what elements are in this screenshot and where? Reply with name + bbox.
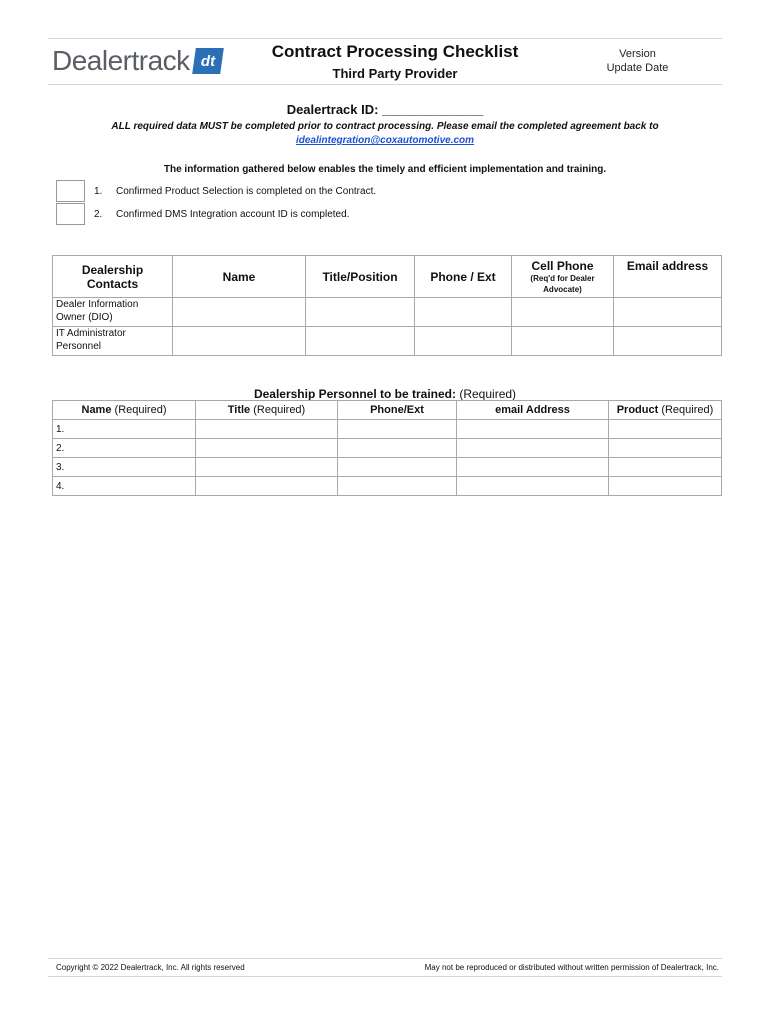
input-cell[interactable] bbox=[609, 439, 722, 458]
table-row bbox=[53, 327, 722, 356]
input-cell[interactable] bbox=[457, 439, 609, 458]
footer-copyright: Copyright © 2022 Dealertrack, Inc. All rights reserved bbox=[56, 963, 245, 972]
footer-bottom-rule bbox=[48, 976, 722, 977]
col-name bbox=[53, 401, 196, 420]
table-row bbox=[53, 477, 722, 496]
col-dealership-contacts: Dealership Contacts bbox=[53, 256, 173, 298]
update-date-label: Update Date bbox=[606, 62, 669, 74]
checklist-text-2: Confirmed DMS Integration account ID is completed. bbox=[116, 209, 350, 220]
input-cell[interactable] bbox=[609, 477, 722, 496]
info-text: The information gathered below enables the timely and efficient implementation and training. bbox=[163, 164, 607, 175]
col-email-address: Email address bbox=[614, 256, 722, 298]
header-label: Title bbox=[227, 404, 251, 416]
checklist-text-1: Confirmed Product Selection is completed on the Contract. bbox=[116, 186, 377, 197]
input-cell[interactable] bbox=[338, 477, 457, 496]
input-cell[interactable] bbox=[196, 420, 338, 439]
header-label: Phone/Ext bbox=[370, 404, 424, 416]
input-cell[interactable] bbox=[512, 298, 614, 327]
header-required: (Required) bbox=[253, 404, 306, 416]
header-required: (Required) bbox=[661, 404, 714, 416]
table-header-row bbox=[53, 401, 722, 420]
dealership-contacts-table bbox=[52, 255, 722, 356]
page-title: Contract Processing Checklist bbox=[271, 42, 519, 61]
input-cell[interactable] bbox=[609, 458, 722, 477]
footer-top-rule bbox=[48, 958, 722, 959]
personnel-trained-table bbox=[52, 400, 722, 496]
input-cell[interactable] bbox=[415, 298, 512, 327]
col-phone-ext bbox=[338, 401, 457, 420]
input-cell[interactable] bbox=[614, 327, 722, 356]
trained-section-title bbox=[0, 387, 770, 401]
dealertrack-id-field[interactable]: Dealertrack ID: ______________ bbox=[286, 102, 484, 117]
col-phone-ext: Phone / Ext bbox=[415, 256, 512, 298]
checklist-checkbox-1[interactable] bbox=[56, 180, 85, 202]
input-cell[interactable] bbox=[457, 420, 609, 439]
col-product bbox=[609, 401, 722, 420]
checklist-checkbox-2[interactable] bbox=[56, 203, 85, 225]
col-title-position: Title/Position bbox=[306, 256, 415, 298]
input-cell[interactable] bbox=[306, 298, 415, 327]
header-label: Product bbox=[616, 404, 659, 416]
cell-phone-label: Cell Phone bbox=[531, 259, 594, 273]
input-cell[interactable] bbox=[457, 477, 609, 496]
row-label: IT Administrator Personnel bbox=[53, 327, 173, 356]
input-cell[interactable] bbox=[609, 420, 722, 439]
dealertrack-logo bbox=[52, 44, 222, 78]
input-cell[interactable] bbox=[173, 298, 306, 327]
header-required: (Required) bbox=[114, 404, 167, 416]
logo-text: Dealertrack bbox=[52, 45, 190, 76]
row-number[interactable]: 2. bbox=[53, 439, 196, 458]
footer-disclaimer: May not be reproduced or distributed without written permission of Dealertrack, Inc. bbox=[424, 963, 719, 972]
table-row bbox=[53, 458, 722, 477]
input-cell[interactable] bbox=[306, 327, 415, 356]
input-cell[interactable] bbox=[338, 420, 457, 439]
col-cell-phone bbox=[512, 256, 614, 298]
table-row bbox=[53, 420, 722, 439]
trained-title-required: (Required) bbox=[459, 387, 517, 401]
row-number[interactable]: 4. bbox=[53, 477, 196, 496]
input-cell[interactable] bbox=[415, 327, 512, 356]
col-title bbox=[196, 401, 338, 420]
notice-text: ALL required data MUST be completed prior to contract processing. Please email the completed agreement back to bbox=[111, 121, 659, 132]
table-row bbox=[53, 439, 722, 458]
logo-mark-icon: dt bbox=[192, 48, 224, 74]
version-label: Version bbox=[619, 48, 656, 60]
col-email-address bbox=[457, 401, 609, 420]
row-label: Dealer Information Owner (DIO) bbox=[53, 298, 173, 327]
table-row bbox=[53, 298, 722, 327]
header-label: Name bbox=[81, 404, 112, 416]
header-label: email Address bbox=[495, 404, 570, 416]
input-cell[interactable] bbox=[614, 298, 722, 327]
header-bottom-rule bbox=[48, 84, 722, 85]
row-number[interactable]: 3. bbox=[53, 458, 196, 477]
input-cell[interactable] bbox=[457, 458, 609, 477]
trained-title-text: Dealership Personnel to be trained: bbox=[253, 387, 456, 401]
input-cell[interactable] bbox=[512, 327, 614, 356]
checklist-num-1: 1. bbox=[94, 186, 103, 197]
input-cell[interactable] bbox=[338, 439, 457, 458]
required-notice bbox=[60, 120, 710, 148]
row-number[interactable]: 1. bbox=[53, 420, 196, 439]
col-name: Name bbox=[173, 256, 306, 298]
header-top-rule bbox=[48, 38, 722, 39]
table-header-row bbox=[53, 256, 722, 298]
cell-phone-note: (Req'd for Dealer Advocate) bbox=[530, 274, 595, 294]
input-cell[interactable] bbox=[196, 439, 338, 458]
input-cell[interactable] bbox=[196, 477, 338, 496]
checklist-num-2: 2. bbox=[94, 209, 103, 220]
page-subtitle: Third Party Provider bbox=[332, 66, 458, 81]
input-cell[interactable] bbox=[338, 458, 457, 477]
notice-email-link[interactable]: idealintegration@coxautomotive.com bbox=[295, 135, 475, 146]
input-cell[interactable] bbox=[173, 327, 306, 356]
input-cell[interactable] bbox=[196, 458, 338, 477]
